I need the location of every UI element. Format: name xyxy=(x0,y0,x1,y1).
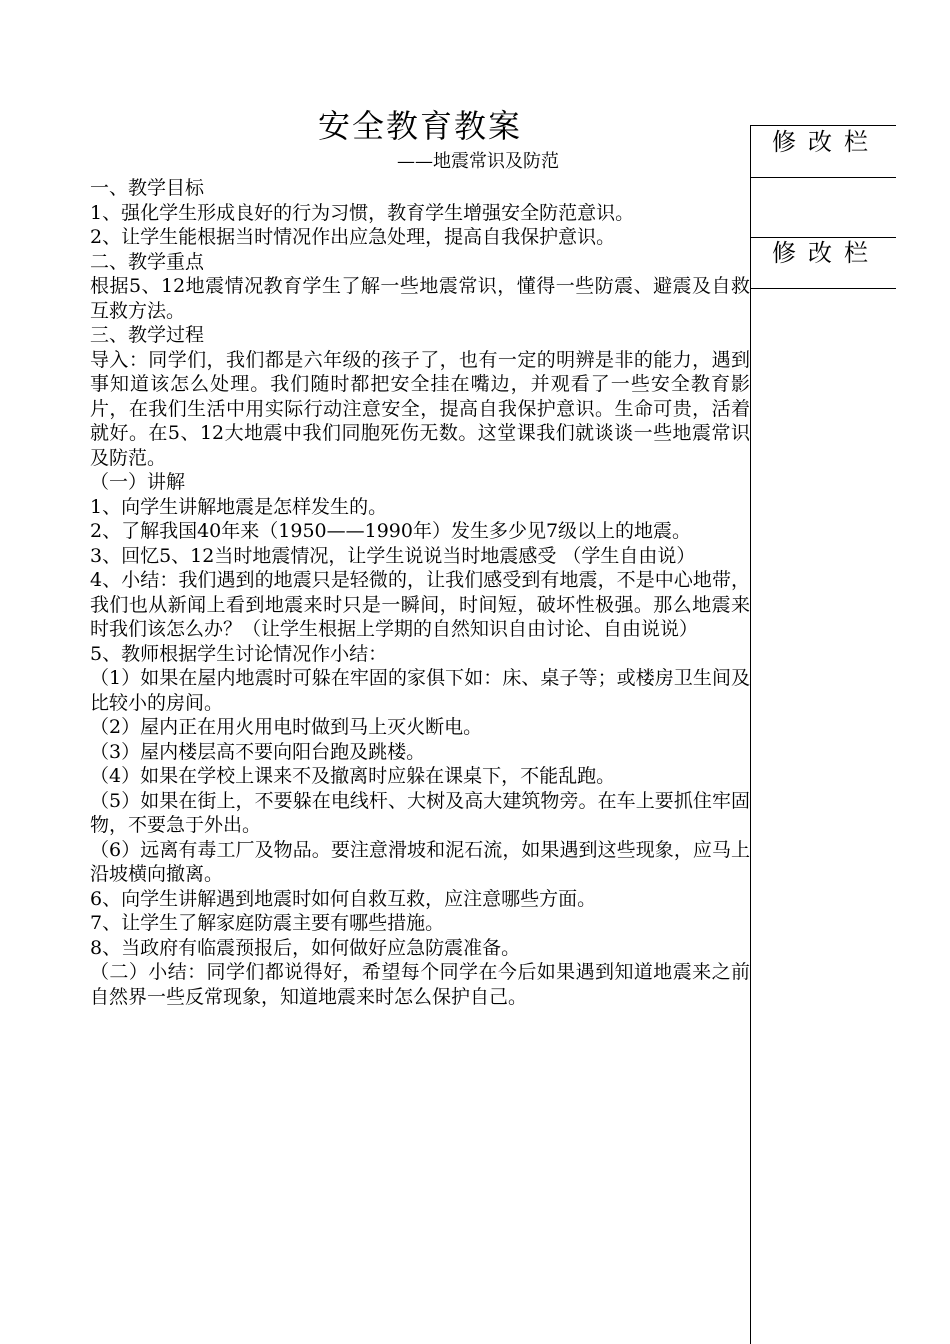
revision-column-rule-3 xyxy=(750,288,896,289)
section-heading-focus: 二、教学重点 xyxy=(90,250,205,273)
process-item-6: 6、向学生讲解遇到地震时如何自救互救，应注意哪些方面。 xyxy=(90,887,597,910)
summary-point-1: （1）如果在屋内地震时可躲在牢固的家俱下如：床、桌子等；或楼房卫生间及比较小的房间。 xyxy=(90,667,750,714)
page-subtitle: ——地震常识及防范 xyxy=(397,151,559,172)
closing-summary: （二）小结：同学们都说得好，希望每个同学在今后如果遇到知道地震来之前自然界一些反常现象，知道地震来时怎么保护自己。 xyxy=(90,961,750,1008)
process-item-1: 1、向学生讲解地震是怎样发生的。 xyxy=(90,495,388,518)
section-heading-process: 三、教学过程 xyxy=(90,324,205,346)
revision-column-top-rule xyxy=(750,125,896,126)
process-item-4: 4、小结：我们遇到的地震只是轻微的，让我们感受到有地震，不是中心地带，我们也从新闻上看到地震来时只是一瞬间，时间短，破坏性极强。那么地震来时我们该怎么办？（让学生根据上学期的自然知识自由讨论、自由说说） xyxy=(90,569,750,640)
revision-column-label-2: 修改栏 xyxy=(772,239,880,267)
goal-item-2: 2、让学生能根据当时情况作出应急处理，提高自我保护意识。 xyxy=(90,226,616,248)
process-item-8: 8、当政府有临震预报后，如何做好应急防震准备。 xyxy=(90,936,521,959)
revision-column-label-1: 修改栏 xyxy=(772,128,880,156)
focus-paragraph: 根据5、12地震情况教育学生了解一些地震常识，懂得一些防震、避震及自救互救方法。 xyxy=(90,275,750,322)
goal-item-1: 1、强化学生形成良好的行为习惯，教育学生增强安全防范意识。 xyxy=(90,201,635,224)
summary-point-5: （5）如果在街上，不要躲在电线杆、大树及高大建筑物旁。在车上要抓住牢固物，不要急于外出。 xyxy=(90,789,750,836)
intro-paragraph: 导入：同学们，我们都是六年级的孩子了，也有一定的明辨是非的能力，遇到事知道该怎么处理。我们随时都把安全挂在嘴边，并观看了一些安全教育影片，在我们生活中用实际行动注意安全，提高自我保护意识。生命可贵，活着就好。在5、12大地震中我们同胞死伤无数。这堂课我们就谈谈一些地震常识及防范。 xyxy=(90,348,750,469)
revision-column-rule-1 xyxy=(750,177,896,178)
page-title: 安全教育教案 xyxy=(317,107,522,145)
summary-point-3: （3）屋内楼层高不要向阳台跑及跳楼。 xyxy=(90,740,426,763)
revision-column-border xyxy=(750,125,751,1344)
summary-point-6: （6）远离有毒工厂及物品。要注意滑坡和泥石流，如果遇到这些现象，应马上沿坡横向撤离。 xyxy=(90,838,750,885)
process-item-3: 3、回忆5、12当时地震情况，让学生说说当时地震感受 （学生自由说） xyxy=(90,544,696,567)
summary-point-2: （2）屋内正在用火用电时做到马上灭火断电。 xyxy=(90,716,483,738)
lesson-plan-body xyxy=(90,104,750,1009)
process-item-7: 7、让学生了解家庭防震主要有哪些措施。 xyxy=(90,912,445,934)
subsection-heading-explain: （一）讲解 xyxy=(90,471,186,493)
process-item-2: 2、了解我国40年来（1950——1990年）发生多少见7级以上的地震。 xyxy=(90,520,692,542)
section-heading-goals: 一、教学目标 xyxy=(90,177,205,199)
summary-point-4: （4）如果在学校上课来不及撤离时应躲在课桌下，不能乱跑。 xyxy=(90,765,616,787)
process-item-5: 5、教师根据学生讨论情况作小结： xyxy=(90,642,388,665)
